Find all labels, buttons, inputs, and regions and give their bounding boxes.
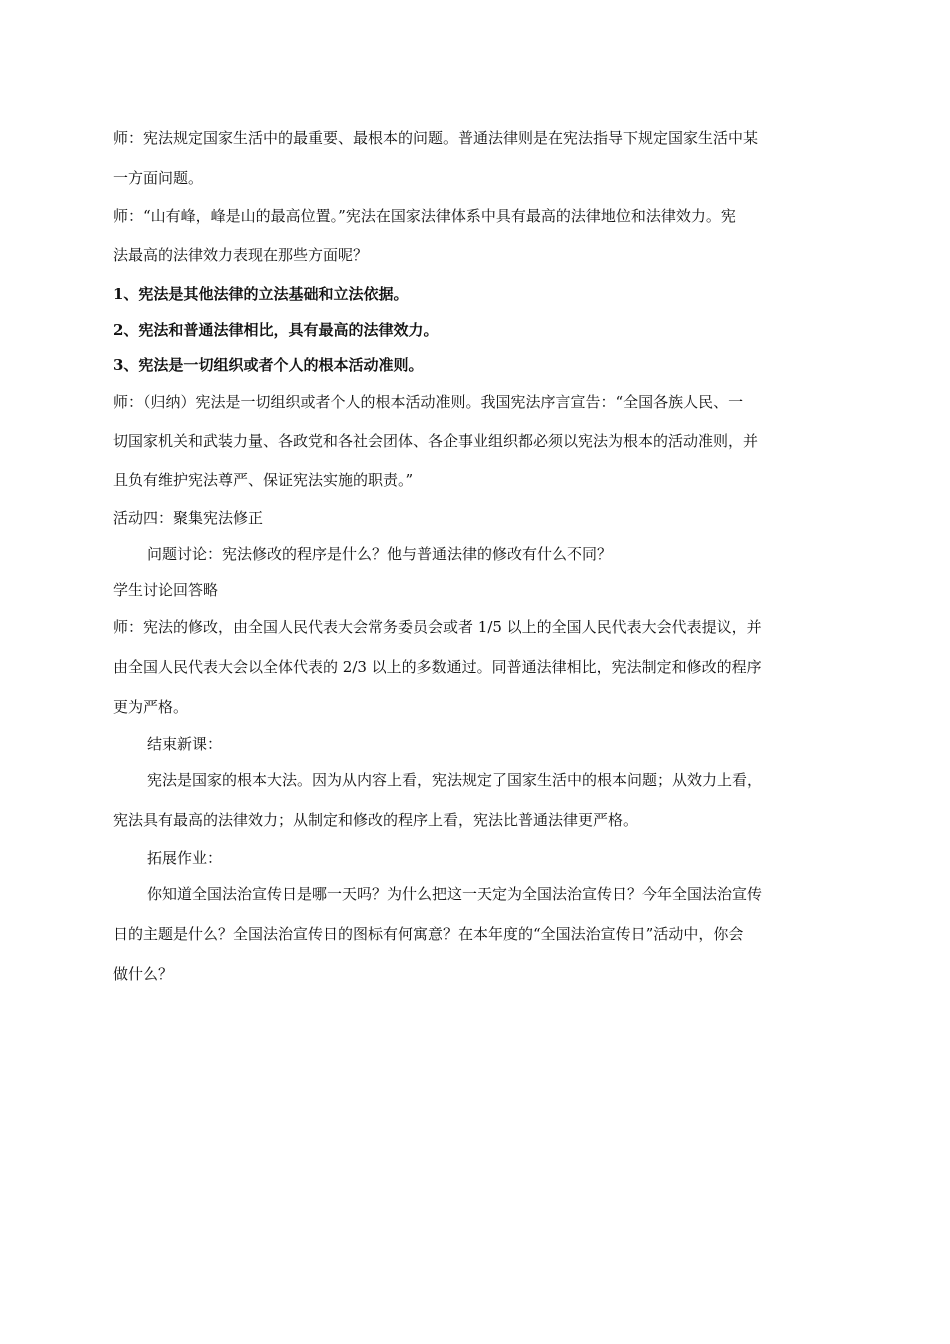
paragraph-line: 学生讨论回答略 bbox=[113, 581, 219, 599]
paragraph-line: 宪法是国家的根本大法。因为从内容上看，宪法规定了国家生活中的根本问题；从效力上看， bbox=[147, 771, 763, 789]
paragraph-line: 且负有维护宪法尊严、保证宪法实施的职责。” bbox=[113, 471, 414, 489]
paragraph-line: 师：宪法规定国家生活中的最重要、最根本的问题。普通法律则是在宪法指导下规定国家生活中某 bbox=[113, 129, 759, 147]
paragraph-line: 师：宪法的修改，由全国人民代表大会常务委员会或者 1/5 以上的全国人民代表大会代表提议，并 bbox=[113, 618, 762, 636]
paragraph-line: 宪法具有最高的法律效力；从制定和修改的程序上看，宪法比普通法律更严格。 bbox=[113, 811, 639, 829]
paragraph-line: 切国家机关和武装力量、各政党和各社会团体、各企事业组织都必须以宪法为根本的活动准则，并 bbox=[113, 432, 759, 450]
paragraph-line: 问题讨论：宪法修改的程序是什么？他与普通法律的修改有什么不同？ bbox=[147, 545, 613, 563]
paragraph-line: 一方面问题。 bbox=[113, 169, 204, 187]
key-point-3: 3、宪法是一切组织或者个人的根本活动准则。 bbox=[113, 356, 424, 374]
paragraph-line: 由全国人民代表大会以全体代表的 2/3 以上的多数通过。同普通法律相比，宪法制定和修改的程序 bbox=[113, 658, 762, 676]
paragraph-line: 日的主题是什么？全国法治宣传日的图标有何寓意？在本年度的“全国法治宣传日”活动中，你会 bbox=[113, 925, 744, 943]
paragraph-line: 师：“山有峰，峰是山的最高位置。”宪法在国家法律体系中具有最高的法律地位和法律效力。宪 bbox=[113, 207, 736, 225]
section-heading: 结束新课： bbox=[147, 735, 223, 753]
paragraph-line: 做什么？ bbox=[113, 965, 174, 983]
key-point-2: 2、宪法和普通法律相比，具有最高的法律效力。 bbox=[113, 321, 439, 339]
paragraph-line: 师：（归纳）宪法是一切组织或者个人的根本活动准则。我国宪法序言宣告：“全国各族人民、一 bbox=[113, 393, 744, 411]
key-point-1: 1、宪法是其他法律的立法基础和立法依据。 bbox=[113, 285, 409, 303]
activity-heading: 活动四：聚集宪法修正 bbox=[113, 509, 264, 527]
paragraph-line: 更为严格。 bbox=[113, 698, 189, 716]
section-heading: 拓展作业： bbox=[147, 849, 223, 867]
paragraph-line: 法最高的法律效力表现在那些方面呢？ bbox=[113, 246, 369, 264]
paragraph-line: 你知道全国法治宣传日是哪一天吗？为什么把这一天定为全国法治宣传日？今年全国法治宣传 bbox=[147, 885, 763, 903]
